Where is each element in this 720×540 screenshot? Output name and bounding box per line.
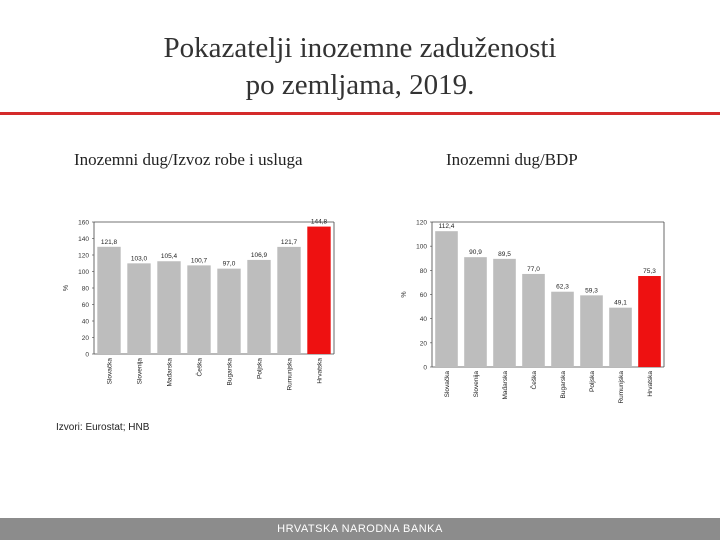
chart2-data-label: 62,3 xyxy=(556,283,569,291)
chart2-category-label: Poljska xyxy=(588,371,596,392)
chart1-category-label: Rumunjska xyxy=(286,358,294,391)
chart2-category-label: Češka xyxy=(530,371,538,390)
chart2-container xyxy=(392,214,682,414)
chart1-bar xyxy=(97,247,120,354)
chart2-bar xyxy=(493,259,516,367)
chart2-category-label: Bugarska xyxy=(559,371,567,399)
chart1-y-tick-label: 160 xyxy=(78,219,89,227)
chart2-category-label: Mađarska xyxy=(501,371,509,400)
footer-bank-name: HRVATSKA NARODNA BANKA xyxy=(0,518,720,540)
chart1-data-label: 121,8 xyxy=(100,238,118,246)
chart2-bar xyxy=(638,276,661,367)
chart1-y-tick-label: 0 xyxy=(85,351,89,359)
chart2-bar xyxy=(522,274,545,367)
chart2-y-tick-label: 60 xyxy=(419,292,427,299)
chart2-y-tick-label: 120 xyxy=(416,219,427,227)
chart1-bar xyxy=(247,260,270,354)
chart1-category-label: Slovačka xyxy=(106,358,114,385)
chart2-bar xyxy=(609,308,632,367)
chart1-y-tick-label: 40 xyxy=(81,318,89,326)
chart2-data-label: 90,9 xyxy=(469,249,482,257)
chart2-heading: Inozemni dug/BDP xyxy=(446,150,578,169)
chart2-svg xyxy=(392,214,682,414)
chart1-bar xyxy=(277,247,300,354)
chart1-data-label: 103,0 xyxy=(130,255,148,263)
chart2-data-label: 75,3 xyxy=(643,268,656,276)
chart2-bar xyxy=(580,295,603,367)
chart1-category-label: Poljska xyxy=(256,358,264,379)
chart1-bar xyxy=(127,263,150,354)
chart1-category-label: Bugarska xyxy=(226,358,234,386)
chart1-data-label: 97,0 xyxy=(222,260,236,268)
chart1-category-label: Hrvatska xyxy=(316,358,324,384)
chart2-category-label: Slovenija xyxy=(472,371,480,398)
chart2-data-label: 49,1 xyxy=(614,299,627,307)
chart2-y-tick-label: 20 xyxy=(419,340,427,348)
chart1-container xyxy=(58,214,348,404)
chart2-data-label: 59,3 xyxy=(585,287,598,295)
chart1-y-tick-label: 60 xyxy=(81,302,89,309)
chart2-data-label: 112,4 xyxy=(438,223,455,231)
chart2-data-label: 77,0 xyxy=(527,265,540,273)
chart2-y-tick-label: 40 xyxy=(419,316,427,324)
chart1-y-tick-label: 20 xyxy=(81,335,89,342)
chart1-bar xyxy=(157,261,180,354)
chart1-data-label: 105,4 xyxy=(160,253,178,261)
chart2-bar xyxy=(464,257,487,367)
chart1-y-tick-label: 140 xyxy=(78,236,89,243)
chart2-data-label: 89,5 xyxy=(498,250,511,258)
chart1-y-tick-label: 80 xyxy=(81,285,89,293)
chart2-bar xyxy=(435,231,458,367)
chart2-category-label: Slovačka xyxy=(443,371,451,398)
chart1-y-axis-label: % xyxy=(63,284,70,292)
chart1-data-label: 144,8 xyxy=(310,218,328,226)
chart1-svg xyxy=(58,214,348,404)
chart1-data-label: 121,7 xyxy=(280,238,298,246)
chart1-heading: Inozemni dug/Izvoz robe i usluga xyxy=(74,150,303,169)
chart2-y-tick-label: 0 xyxy=(423,364,427,372)
chart1-category-label: Češka xyxy=(196,358,204,377)
chart2-category-label: Hrvatska xyxy=(646,371,654,397)
chart2-y-tick-label: 100 xyxy=(416,243,427,251)
title-divider xyxy=(0,112,720,115)
chart2-category-label: Rumunjska xyxy=(617,371,625,404)
chart1-bar xyxy=(187,265,210,354)
chart2-y-axis-label: % xyxy=(401,291,408,298)
chart1-y-tick-label: 100 xyxy=(78,269,89,276)
slide-title-line2: po zemljama, 2019. xyxy=(245,69,475,101)
chart1-bar xyxy=(217,269,240,354)
slide-title xyxy=(0,30,720,104)
chart1-data-label: 100,7 xyxy=(190,257,208,265)
chart2-bar xyxy=(551,292,574,367)
chart1-bar xyxy=(307,227,330,354)
chart2-y-tick-label: 80 xyxy=(419,267,427,275)
chart1-category-label: Slovenija xyxy=(136,358,144,385)
chart1-category-label: Mađarska xyxy=(166,358,174,387)
source-note: Izvori: Eurostat; HNB xyxy=(56,422,150,433)
chart1-data-label: 106,9 xyxy=(250,251,268,259)
chart1-y-tick-label: 120 xyxy=(78,252,89,260)
slide-title-line1: Pokazatelji inozemne zaduženosti xyxy=(163,32,557,64)
